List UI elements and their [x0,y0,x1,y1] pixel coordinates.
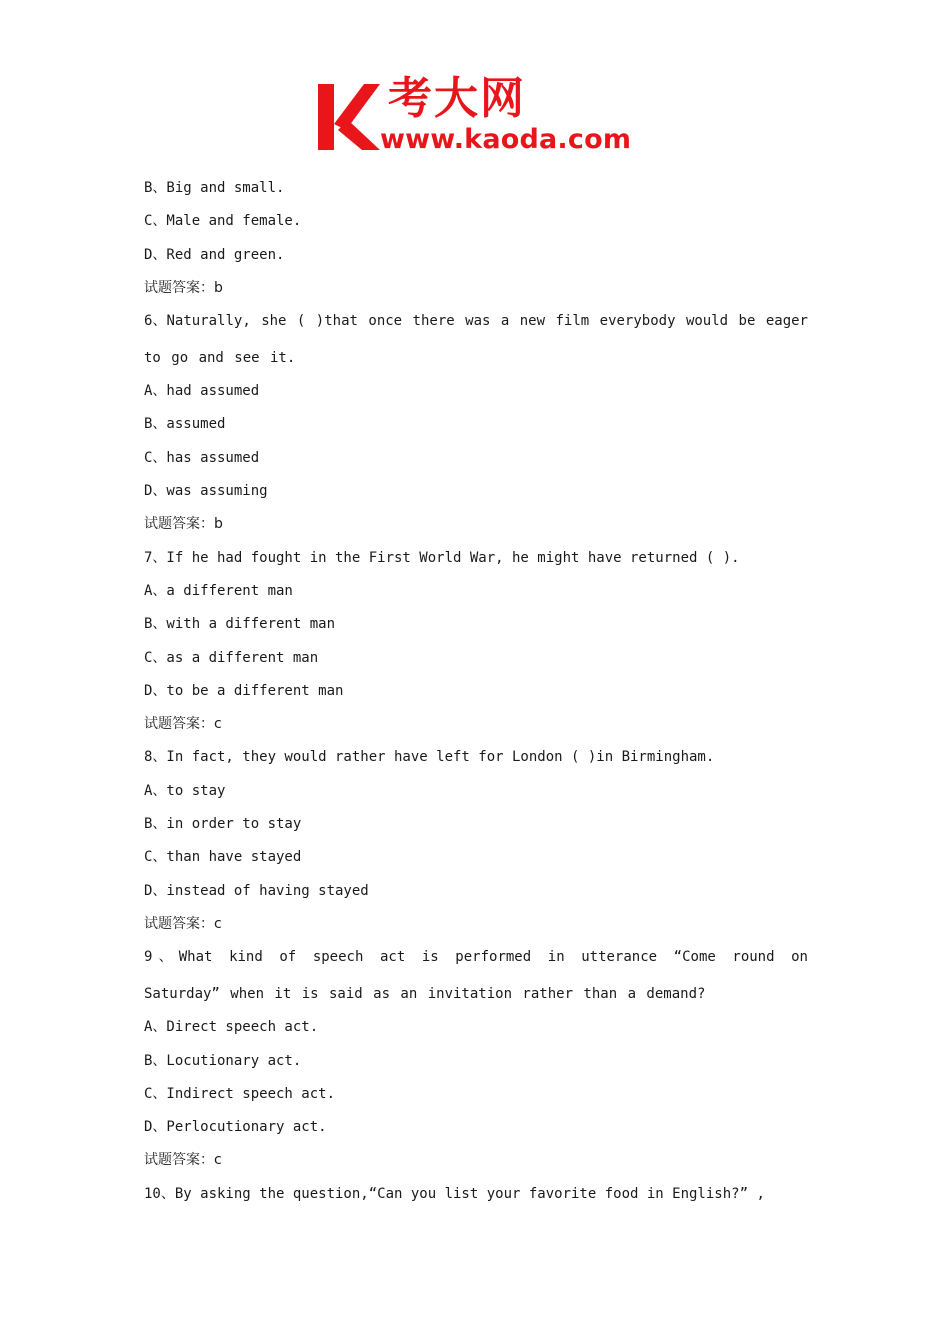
logo-url-text: www.kaoda.com [380,124,632,155]
q9-question: 9、What kind of speech act is performed in utterance “Come round on Saturday” when it is said as an invitation rather than a demand? [144,949,808,1003]
q5-option-d: D、Red and green. [144,246,285,263]
q9-option-b: B、Locutionary act. [144,1052,302,1069]
q7-option-d: D、to be a different man [144,682,344,699]
q7-option-c: C、as a different man [144,649,319,666]
q7-question: 7、If he had fought in the First World War, he might have returned ( ). [144,549,740,566]
q8-answer: 试题答案：c [144,915,222,932]
q7-option-b: B、with a different man [144,616,336,633]
question-list [144,172,808,1211]
q9-option-d: D、Perlocutionary act. [144,1119,327,1136]
logo-k-mark [318,80,380,154]
q5-option-b: B、Big and small. [144,180,285,196]
q9-option-a: A、Direct speech act. [144,1019,319,1036]
q5-answer: 试题答案：b [144,279,223,296]
q8-option-a: A、to stay [144,782,226,799]
q8-option-c: C、than have stayed [144,849,302,866]
q6-answer: 试题答案：b [144,516,223,533]
q10-question: 10、By asking the question,“Can you list your favorite food in English?” , [144,1185,765,1202]
q7-option-a: A、a different man [144,582,293,599]
q6-option-d: D、was assuming [144,483,268,500]
q8-option-b: B、in order to stay [144,816,302,833]
q8-option-d: D、instead of having stayed [144,882,369,899]
kaoda-logo [318,74,640,160]
q5-option-c: C、Male and female. [144,213,302,230]
q9-option-c: C、Indirect speech act. [144,1085,336,1102]
q8-question: 8、In fact, they would rather have left for London ( )in Birmingham. [144,749,715,766]
q6-option-b: B、assumed [144,416,226,433]
q7-answer: 试题答案：c [144,716,222,733]
q6-question: 6、Naturally, she ( )that once there was a new film everybody would be eager to go and see it. [144,313,808,367]
q9-answer: 试题答案：c [144,1152,222,1169]
logo-chinese-text: 考大网 [388,73,526,124]
q6-option-a: A、had assumed [144,383,260,400]
q6-option-c: C、has assumed [144,449,260,466]
